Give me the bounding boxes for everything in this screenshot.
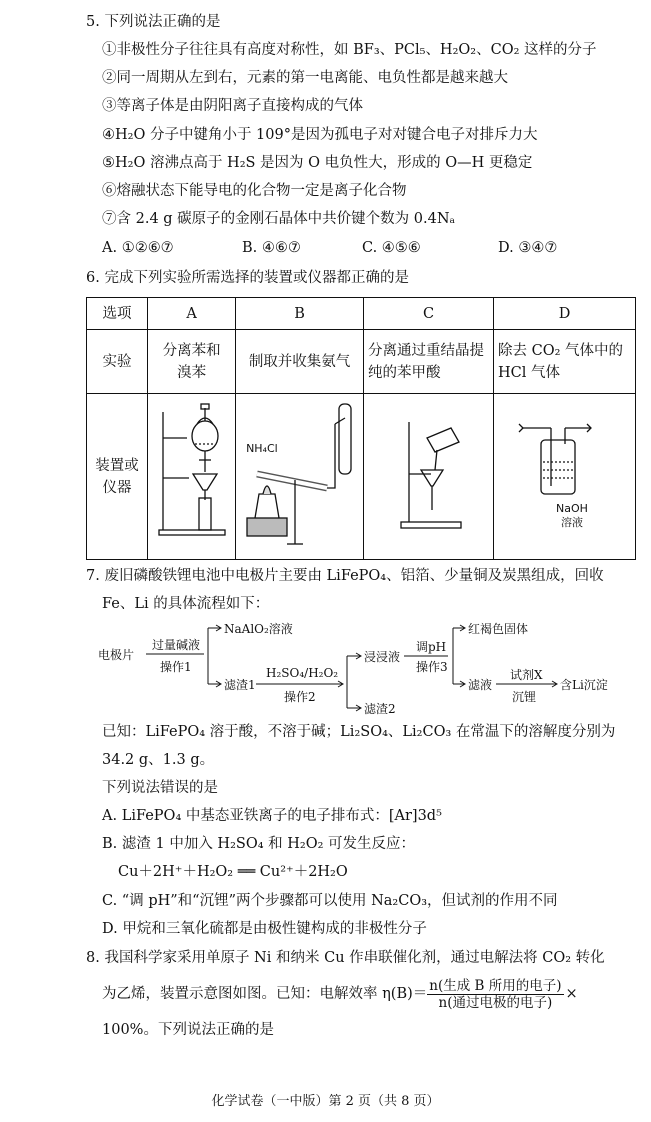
q6-d-label-line1: NaOH [556,502,588,515]
q6-b-label: NH₄Cl [246,442,278,455]
q7-stem-line1: 7. 废旧磷酸铁锂电池中电极片主要由 LiFePO₄、铝箔、少量铜及炭黑组成，回收 [86,568,604,584]
separatory-funnel-apparatus-icon [149,394,235,552]
flow-step2-reagent: H₂SO₄/H₂O₂ [266,666,339,680]
q8-frac-numerator: n(生成 B 所用的电子) [429,977,562,994]
q6-exp-b: 制取并收集氨气 [236,330,364,394]
q5-item-6: ⑥熔融状态下能导电的化合物一定是离子化合物 [102,183,407,199]
q6-exp-d: 除去 CO₂ 气体中的 HCl 气体 [494,330,636,394]
flow-residue1: 滤渣1 [224,678,256,692]
page-footer: 化学试卷（一中版）第 2 页（共 8 页） [211,1094,440,1109]
q5-item-4: ④H₂O 分子中键角小于 109°是因为孤电子对对键合电子对排斥力大 [102,127,538,143]
q6-row-label: 实验 [87,330,148,394]
q6-experiment-row [87,330,636,394]
flow-filtrate: 滤液 [468,678,493,692]
flow-step2-op: 操作2 [284,690,316,704]
q6-exp-c: 分离通过重结晶提纯的苯甲酸 [364,330,494,394]
q7-option-a[interactable]: A. LiFePO₄ 中基态亚铁离子的电子排布式：[Ar]3d⁵ [102,808,442,824]
flow-step3-op: 操作3 [416,660,448,674]
q8-frac-denominator: n(通过电极的电子) [438,994,553,1011]
q6-header-cell: D [494,298,636,330]
q7-known-line2: 34.2 g、1.3 g。 [102,752,215,768]
q7-option-b[interactable]: B. 滤渣 1 中加入 H₂SO₄ 和 H₂O₂ 可发生反应： [102,836,416,852]
q6-row-label: 装置或仪器 [87,394,148,560]
q7-known-line1: 已知：LiFePO₄ 溶于酸，不溶于碱；Li₂SO₄、Li₂CO₃ 在常温下的溶解度分别为 [102,724,616,740]
q7-option-d[interactable]: D. 甲烷和三氧化硫都是由极性键构成的非极性分子 [102,921,427,937]
flow-final: 含Li沉淀 [560,678,608,692]
q8-efficiency-fraction [427,978,563,1011]
q5-item-3: ③等离子体是由阴阳离子直接构成的气体 [102,98,363,114]
q5-option-a[interactable]: A. ①②⑥⑦ [102,240,174,256]
q5-option-d[interactable]: D. ③④⑦ [498,240,558,256]
q6-header-cell: A [148,298,236,330]
flow-residue2: 滤渣2 [364,702,396,716]
flow-step4-op: 沉锂 [512,690,537,704]
q6-header-cell: 选项 [87,298,148,330]
q7-flowchart [98,618,638,716]
q7-stem-line2: Fe、Li 的具体流程如下： [102,596,270,612]
q7-ask: 下列说法错误的是 [102,780,218,796]
q5-options [102,238,622,258]
q5-option-b[interactable]: B. ④⑥⑦ [242,240,301,256]
ammonia-apparatus-icon [237,394,363,552]
flow-step1-reagent: 过量碱液 [152,638,201,652]
flow-step3-reagent: 调pH [416,640,447,654]
q6-exp-a: 分离苯和溴苯 [148,330,236,394]
q6-table [86,297,636,560]
q6-device-a [148,394,236,560]
flow-start: 电极片 [98,648,135,662]
q6-device-c [364,394,494,560]
q5-item-7: ⑦含 2.4 g 碳原子的金刚石晶体中共价键个数为 0.4Nₐ [102,211,456,227]
q6-header-cell: C [364,298,494,330]
q6-stem: 6. 完成下列实验所需选择的装置或仪器都正确的是 [86,270,409,286]
q6-header-row [87,298,636,330]
q8-line1: 8. 我国科学家采用单原子 Ni 和纳米 Cu 作串联催化剂，通过电解法将 CO₂ 转化 [86,950,605,966]
q6-d-label-line2: 溶液 [560,516,583,529]
q5-item-1: ①非极性分子往往具有高度对称性，如 BF₃、PCl₅、H₂O₂、CO₂ 这样的分子 [102,42,597,58]
q6-device-row [87,394,636,560]
q5-item-2: ②同一周期从左到右，元素的第一电离能、电负性都是越来越大 [102,70,508,86]
q8-line2 [102,976,578,1012]
flow-step1-op: 操作1 [160,660,192,674]
flow-out1: NaAlO₂溶液 [224,622,293,636]
flow-red-solid: 红褐色固体 [468,622,529,636]
q8-times: × [565,986,578,1002]
flow-leach: 浸浸液 [364,650,401,664]
q5-stem: 5. 下列说法正确的是 [86,14,221,30]
q6-device-d [494,394,636,560]
q7-option-c[interactable]: C. “调 pH”和“沉锂”两个步骤都可以使用 Na₂CO₃，但试剂的作用不同 [102,893,558,909]
q7-option-b-equation: Cu＋2H⁺＋H₂O₂ ══ Cu²⁺＋2H₂O [118,864,348,880]
q5-option-c[interactable]: C. ④⑤⑥ [362,240,421,256]
q6-d-label [556,502,588,530]
q6-device-b [236,394,364,560]
q6-header-cell: B [236,298,364,330]
q8-line3: 100%。下列说法正确的是 [102,1022,274,1038]
q5-item-5: ⑤H₂O 溶沸点高于 H₂S 是因为 O 电负性大，形成的 O—H 更稳定 [102,155,533,171]
filtration-apparatus-icon [365,394,493,552]
q8-line2-text: 为乙烯，装置示意图如图。已知：电解效率 η(B)＝ [102,986,428,1002]
flow-step4-reagent: 试剂X [510,668,543,682]
